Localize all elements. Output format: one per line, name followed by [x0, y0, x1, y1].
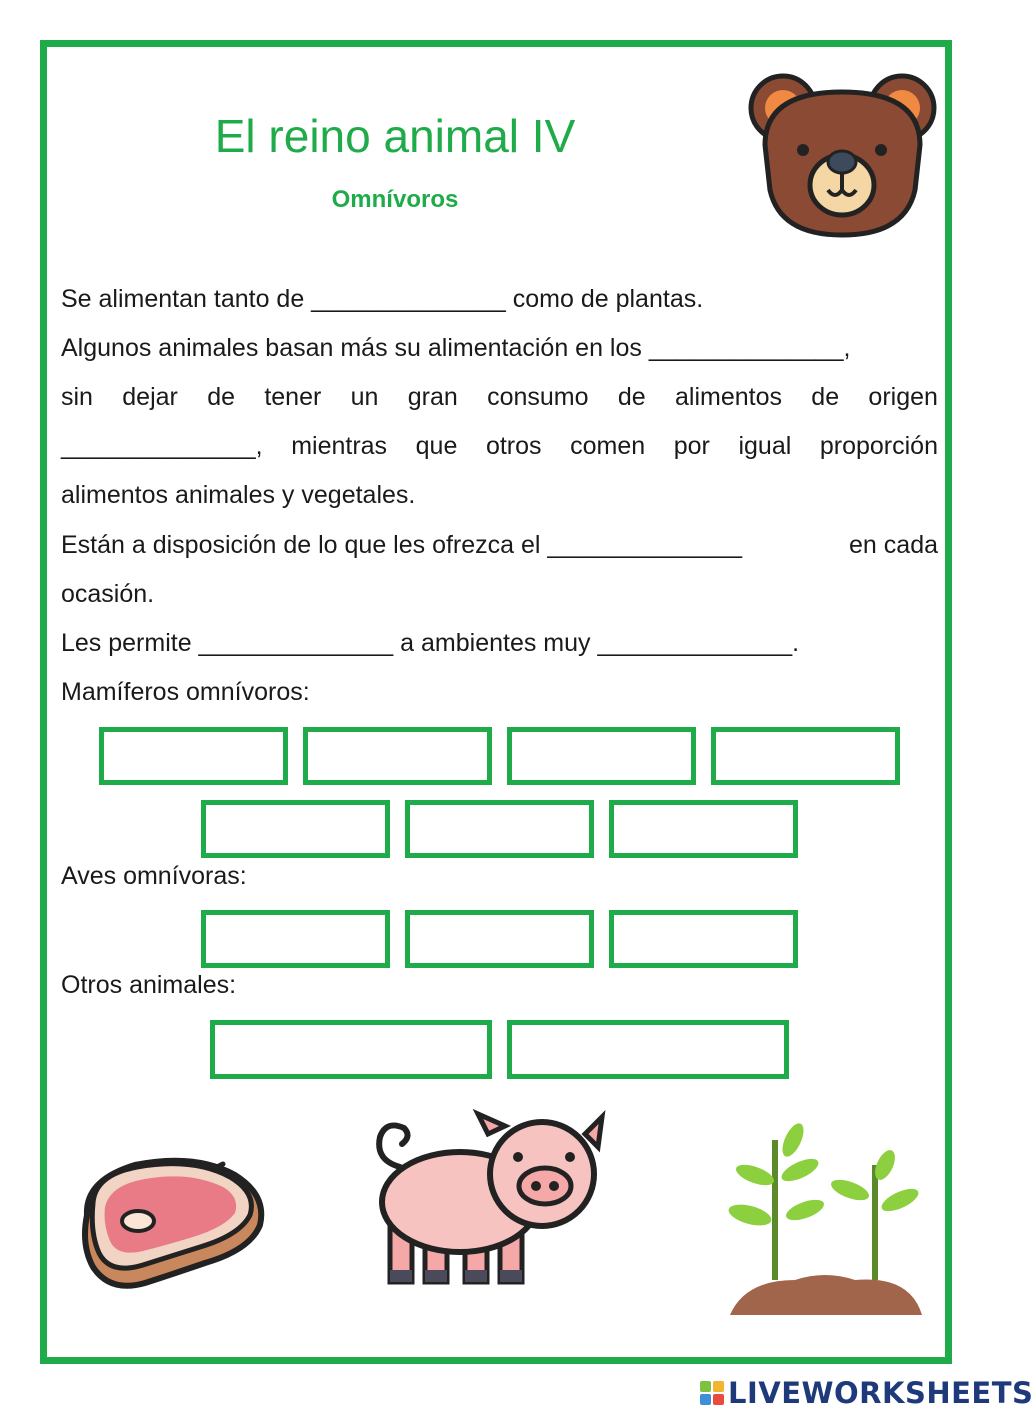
word: tener: [264, 383, 322, 411]
sprouts-icon: [725, 1120, 925, 1320]
word: igual: [738, 432, 792, 460]
otros-answer-box[interactable]: [507, 1020, 789, 1079]
text-line-7: ocasión.: [61, 580, 155, 608]
mamiferos-label: Mamíferos omnívoros:: [61, 678, 310, 706]
text-line-8: Les permite ______________ a ambientes muy ______________.: [61, 629, 800, 657]
mamiferos-answer-box[interactable]: [99, 727, 288, 785]
text-line-6: [61, 530, 938, 560]
word: consumo: [487, 383, 589, 411]
aves-answer-box[interactable]: [201, 910, 390, 968]
text-line-1: Se alimentan tanto de ______________ como de plantas.: [61, 285, 704, 313]
text-segment: en cada: [849, 531, 938, 559]
word: ______________,: [61, 432, 263, 460]
mamiferos-answer-box[interactable]: [507, 727, 696, 785]
text-segment: Están a disposición de lo que les ofrezca el ______________: [61, 531, 743, 559]
mamiferos-answer-box[interactable]: [609, 800, 798, 858]
steak-icon: [75, 1155, 270, 1295]
word: origen: [868, 383, 938, 411]
word: sin: [61, 383, 93, 411]
word: de: [207, 383, 235, 411]
word: de: [811, 383, 840, 411]
aves-answer-box[interactable]: [405, 910, 594, 968]
word: que: [415, 432, 458, 460]
word: proporción: [819, 432, 938, 460]
word: de: [617, 383, 646, 411]
mamiferos-answer-box[interactable]: [711, 727, 900, 785]
word: comen: [570, 432, 646, 460]
mamiferos-answer-box[interactable]: [405, 800, 594, 858]
word: gran: [407, 383, 458, 411]
text-line-4: [61, 431, 938, 461]
text-line-3: [61, 382, 938, 412]
mamiferos-answer-box[interactable]: [303, 727, 492, 785]
page-title: El reino animal IV: [214, 110, 576, 162]
otros-label: Otros animales:: [61, 971, 237, 999]
otros-answer-box[interactable]: [210, 1020, 492, 1079]
footer-brand: [700, 1378, 1033, 1408]
word: un: [350, 383, 379, 411]
word: dejar: [122, 383, 178, 411]
word: otros: [485, 432, 542, 460]
pig-icon: [370, 1112, 615, 1287]
word: alimentos: [674, 383, 782, 411]
mamiferos-answer-box[interactable]: [201, 800, 390, 858]
aves-answer-box[interactable]: [609, 910, 798, 968]
aves-label: Aves omnívoras:: [61, 862, 247, 890]
liveworksheets-logo-icon: [700, 1381, 724, 1405]
text-line-2: Algunos animales basan más su alimentación en los ______________,: [61, 334, 851, 362]
page-subtitle: Omnívoros: [331, 186, 459, 213]
text-line-5: alimentos animales y vegetales.: [61, 481, 416, 509]
word: mientras: [291, 432, 388, 460]
brand-name: LIVEWORKSHEETS: [728, 1376, 1033, 1410]
word: por: [673, 432, 710, 460]
bear-icon: [745, 70, 940, 242]
